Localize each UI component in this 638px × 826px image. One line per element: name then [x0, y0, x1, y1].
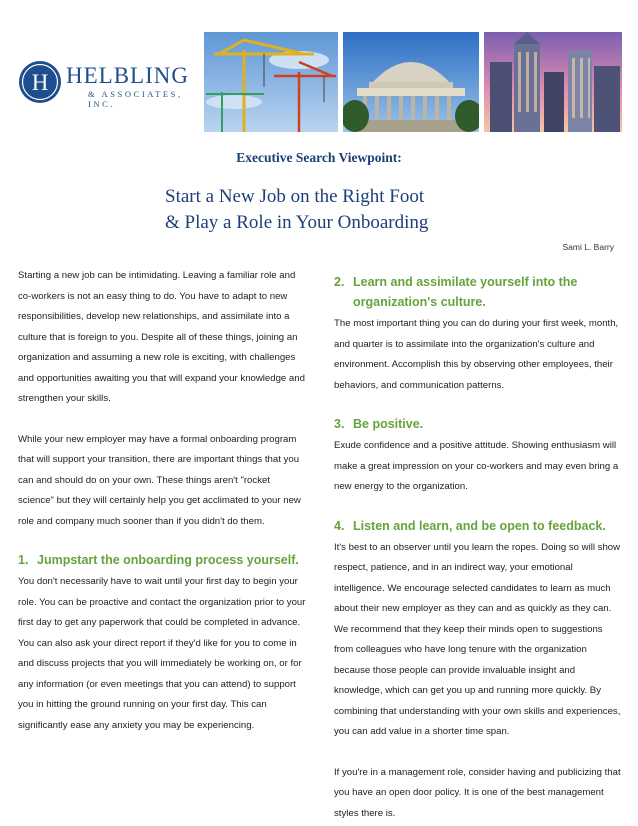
section-2-number: 2.	[334, 275, 345, 289]
section-3-heading	[334, 414, 624, 434]
section-4-body-2: If you're in a management role, consider having and publicizing that you have an open door policy. It is one of the best management styles there is.	[334, 766, 621, 819]
section-3-body: Exude confidence and a positive attitude. Showing enthusiasm will make a great impression on your co-workers and may even bring a new energy to the organization.	[334, 440, 619, 492]
section-1-heading	[18, 550, 308, 570]
author-name: Sami L. Barry	[562, 242, 614, 252]
section-1-number: 1.	[18, 553, 29, 567]
right-column	[334, 272, 624, 824]
logo-tagline: & ASSOCIATES, INC.	[88, 89, 183, 109]
section-3-title: Be positive.	[353, 417, 424, 431]
article-title-line1: Start a New Job on the Right Foot	[165, 186, 425, 207]
left-column	[18, 266, 308, 736]
logo-monogram-icon	[18, 60, 62, 104]
intro-paragraph-1: Starting a new job can be intimidating. Leaving a familiar role and co-workers is not an easy thing to do. You have to adapt to new responsibilities, develop new relationships, and assimilate into a culture that is foreign to you. Despite all of these things, joining an organization and assuming a new role is exciting, with challenges and opportunities awaiting you that will expand your knowledge and strengthen your skills.	[18, 270, 305, 404]
section-4-heading	[334, 516, 624, 536]
section-2-title: Learn and assimilate yourself into the organization's culture.	[353, 275, 578, 309]
logo-monogram: H	[31, 70, 49, 95]
photo-domed-building	[343, 32, 479, 132]
section-3-number: 3.	[334, 417, 345, 431]
photo-construction-cranes	[204, 32, 338, 132]
section-4-title: Listen and learn, and be open to feedback.	[353, 518, 606, 533]
company-logo	[18, 60, 194, 109]
article-title	[165, 184, 585, 236]
section-2-body: The most important thing you can do during your first week, month, and quarter is to assimilate into the organization's culture and environment. Accomplish this by observing other employees, their behaviors, and communication patterns.	[334, 318, 619, 391]
section-1-body: You don't necessarily have to wait until your first day to begin your role. You can be proactive and contact the organization prior to your first day to get any paperwork that could be completed in advance. You can also ask your direct report if they'd like for you to come in and discuss projects that you will immediately be working on, or for any information (or even meetings that you can attend) to support you in hitting the ground running on your first day. This can significantly ease any anxiety you may be experiencing.	[18, 576, 306, 731]
section-4-number: 4.	[334, 518, 345, 533]
section-1-title: Jumpstart the onboarding process yourself.	[37, 553, 299, 567]
article-title-line2: & Play a Role in Your Onboarding	[165, 212, 429, 233]
kicker-heading: Executive Search Viewpoint:	[236, 150, 402, 165]
photo-city-skyline	[484, 32, 622, 132]
section-4-body: It's best to an observer until you learn the ropes. Doing so will show respect, patience, and in an indirect way, your emotional intelligence. We encourage selected candidates to learn as much about their new employer as they can and as quickly as they can. We recommend that they keep their minds open to suggestions from colleagues who have long tenure with the organization because those people can provide invaluable insight and knowledge, which can get you up and running more quickly. By combining that understanding with your own skills and experiences, you can add value in a shorter time span.	[334, 541, 621, 737]
logo-name: HELBLING	[66, 63, 189, 88]
section-2-heading	[334, 272, 624, 312]
intro-paragraph-2: While your new employer may have a formal onboarding program that will support your transition, there are important things that you can and should do on your own. These things aren't "rocket science" but they will certainly help you get acclimated to your new role and company much sooner than if you didn't do them.	[18, 433, 301, 527]
